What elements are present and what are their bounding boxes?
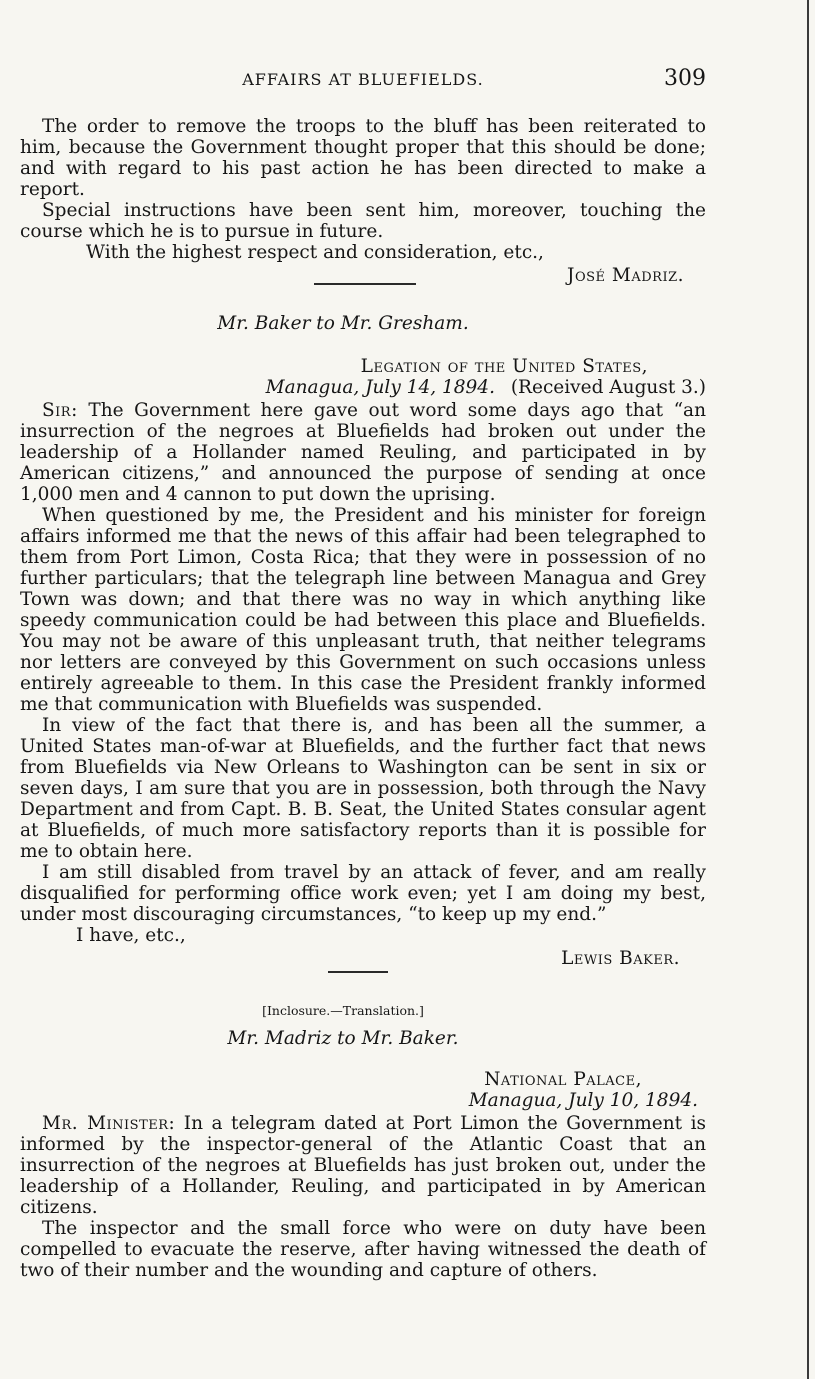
letter1-heading: Mr. Baker to Mr. Gresham. — [217, 313, 469, 334]
letter-baker-gresham — [20, 313, 706, 969]
letter1-paragraph-2: When questioned by me, the President and his minister for foreign affairs informed me that the news of this affair had been telegraphed to them from Port Limon, Costa Rica; that they were in possession of no further particulars; that the telegraph line between Managua and Grey Town was down; and that there was no way in which anything like speedy communication could be had between this place and Bluefields. You may not be aware of this unpleasant truth, that neither telegrams nor letters are conveyed by this Government on such occasions unless entirely agreeable to them. In this case the President frankly informed me that communication with Bluefields was suspended. — [20, 505, 706, 715]
intro-paragraph-1: The order to remove the troops to the bluff has been reiterated to him, because the Government thought proper that this should be done; and with regard to his past action he has been directed to make a report. — [20, 116, 706, 200]
inclosure-place: National Palace, — [484, 1069, 642, 1090]
running-title: AFFAIRS AT BLUEFIELDS. — [242, 70, 484, 89]
intro-paragraph-2: Special instructions have been sent him, moreover, touching the course which he is to pursue in future. — [20, 200, 706, 242]
inclosure-date: Managua, July 10, 1894. — [468, 1090, 698, 1111]
intro-section — [20, 116, 706, 286]
page-header — [20, 68, 706, 96]
letter1-salutation: Sir: — [42, 400, 78, 421]
inclosure-paragraph-1 — [20, 1113, 706, 1218]
letter1-received: (Received August 3.) — [510, 377, 706, 398]
section-divider-2 — [328, 971, 388, 973]
letter1-signature: Lewis Baker. — [561, 948, 680, 969]
intro-closing: With the highest respect and consideration, etc., — [86, 242, 544, 263]
section-divider-1 — [314, 283, 416, 285]
inclosure-paragraph-2: The inspector and the small force who were on duty have been compelled to evacuate the reserve, after having witnessed the death of two of their number and the wounding and capture of others. — [20, 1218, 706, 1281]
inclosure-label: [Inclosure.—Translation.] — [262, 1003, 424, 1018]
page-edge-line — [807, 0, 809, 1379]
intro-signature: José Madriz. — [567, 265, 684, 286]
letter1-date: Managua, July 14, 1894. — [265, 377, 495, 398]
inclosure-salutation: Mr. Minister: — [42, 1113, 176, 1134]
page-number: 309 — [664, 66, 706, 91]
letter1-paragraph-3: In view of the fact that there is, and has been all the summer, a United States man-of-war at Bluefields, and the further fact that news from Bluefields via New Orleans to Washington can be sent in six or seven days, I am sure that you are in possession, both through the Navy Department and from Capt. B. B. Seat, the United States consular agent at Bluefields, of much more satisfactory reports than it is possible for me to obtain here. — [20, 715, 706, 862]
inclosure-paragraph-1-text: In a telegram dated at Port Limon the Government is informed by the inspector-general of the Atlantic Coast that an insurrection of the negroes at Bluefields has just broken out, under the leadership of a Hollander, Reuling, and participated in by American citizens. — [20, 1113, 707, 1218]
letter1-paragraph-1 — [20, 400, 706, 505]
letter1-paragraph-1-text: The Government here gave out word some days ago that “an insurrection of the negroes at Bluefields had broken out under the leadership of a Hollander named Reuling, and participated in by American citizens,” and announced the purpose of sending at once 1,000 men and 4 cannon to put down the uprising. — [20, 400, 706, 505]
letter1-place: Legation of the United States, — [360, 356, 648, 377]
letter1-dateline — [20, 377, 706, 398]
inclosure-heading: Mr. Madriz to Mr. Baker. — [227, 1028, 459, 1049]
inclosure-section — [20, 1002, 706, 1281]
letter1-closing: I have, etc., — [76, 925, 186, 946]
letter1-paragraph-4: I am still disabled from travel by an attack of fever, and am really disqualified for performing office work even; yet I am doing my best, under most discouraging circumstances, “to keep up my end.” — [20, 862, 706, 925]
